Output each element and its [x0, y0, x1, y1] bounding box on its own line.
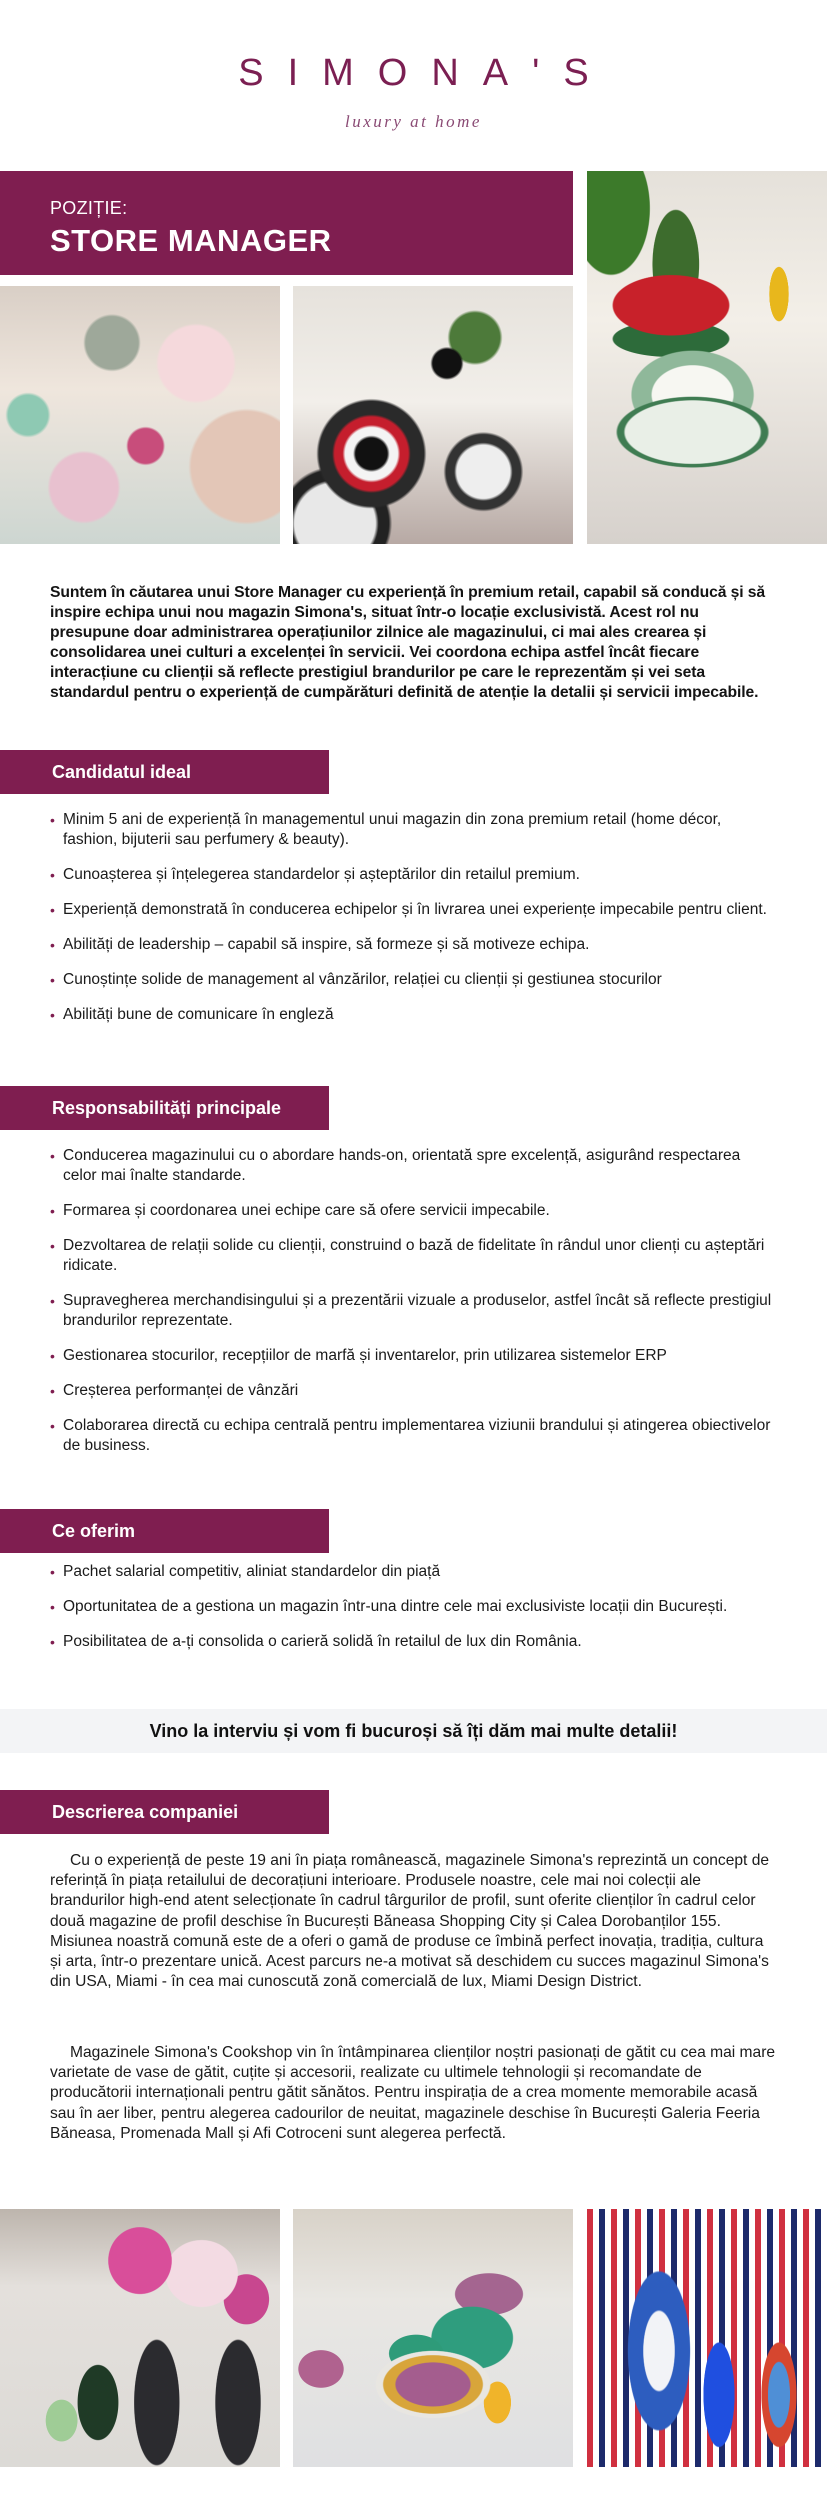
brand-logo [0, 0, 827, 150]
list-item: • Oportunitatea de a gestiona un magazin într-una dintre cele mai exclusiviste locații din București. [50, 1597, 775, 1617]
list-item: • Minim 5 ani de experiență în managementul unui magazin din zona premium retail (home décor, fashion, bijuterii sau perfumery & beauty). [50, 810, 775, 850]
list-item: • Pachet salarial competitiv, aliniat standardelor din piață [50, 1562, 775, 1582]
company-paragraph: Magazinele Simona's Cookshop vin în întâmpinarea clienților noștri pasionați de gătit cu cea mai mare varietate de vase de gătit, cuțite și accesorii, realizate cu ultimele tehnologii și recomandate de producătorii internaționali pentru gătit sănătos. Pentru inspirația de a crea momente memorabile acasă sau în aer liber, pentru alegerea cadourilor de neuitat, magazinele deschise în București Galeria Feeria Băneasa, Promenada Mall și Afi Cotroceni sunt alegerea perfectă. [50, 2044, 776, 2142]
interview-cta-banner [0, 1709, 827, 1753]
section-header-responsibilities [0, 1086, 329, 1130]
responsibilities-list [50, 1146, 775, 1471]
tableware-display-photo [0, 286, 280, 544]
section-header-company [0, 1790, 329, 1834]
list-item: • Conducerea magazinului cu o abordare hands-on, orientată spre excelență, asigurând respectarea celor mai înalte standarde. [50, 1146, 775, 1186]
section-title: Ce oferim [52, 1521, 136, 1541]
list-item: • Abilități bune de comunicare în engleză [50, 1005, 775, 1025]
list-item: • Posibilitatea de a-ți consolida o carieră solidă în retailul de lux din România. [50, 1632, 775, 1652]
list-item: • Colaborarea directă cu echipa centrală pentru implementarea viziunii brandului și atingerea obiectivelor de business. [50, 1416, 775, 1456]
candidate-list [50, 810, 775, 1040]
offer-list [50, 1562, 775, 1667]
section-title: Candidatul ideal [52, 762, 192, 782]
section-header-candidate [0, 750, 329, 794]
list-item: • Creșterea performanței de vânzări [50, 1381, 775, 1401]
company-paragraph: Cu o experiență de peste 19 ani în piața românească, magazinele Simona's reprezintă un concept de referință în piața retailului de decorațiuni interioare. Produsele noastre, cele mai noi colecții ale brandurilor high-end atent selecționate în cadrul târgurilor de profil, sunt oferite clienților în cadrul celor două magazine de profil deschise în București Băneasa Shopping City și Calea Dorobanților 155. Misiunea noastră comună este de a oferi o gamă de produse ce îmbină perfect inovația, tradiția, cultura și arta, într-o prezentare unică. Acest parcurs ne-a motivat să deschidem cu succes magazinul Simona's din USA, Miami - în cea mai cunoscută zonă comercială de lux, Miami Design District. [50, 1852, 770, 1991]
intro-paragraph: Suntem în căutarea unui Store Manager cu experiență în premium retail, capabil să conducă și să inspire echipa unui nou magazin Simona's, situat într-o locație exclusivistă. Acest rol nu presupune doar administrarea operațiunilor zilnice ale magazinului, ci mai ales crearea și consolidarea unei culturi a excelenței în servicii. Vei coordona echipa astfel încât fiecare interacțiune cu clienții să reflecte prestigiul brandurilor pe care le reprezentăm și vei seta standardul pentru o experiență de cumpărături definită de atenție la detalii și servicii impecabile. [50, 584, 765, 701]
section-title: Responsabilități principale [52, 1098, 282, 1118]
position-kicker: POZIȚIE: [50, 198, 128, 218]
list-item: • Cunoașterea și înțelegerea standardelor și așteptărilor din retailul premium. [50, 865, 775, 885]
flowers-sculptures-photo [0, 2209, 280, 2467]
section-header-offer [0, 1509, 329, 1553]
logo-wordmark: SIMONA'S [238, 52, 613, 94]
list-item: • Cunoștințe solide de management al vânzărilor, relației cu clienții și gestiunea stocurilor [50, 970, 775, 990]
red-bowl-parrot-photo [587, 171, 827, 544]
list-item: • Experiență demonstrată în conducerea echipelor și în livrarea unei experiențe impecabile pentru client. [50, 900, 775, 920]
list-item: • Dezvoltarea de relații solide cu clienții, construind o bază de fidelitate în rândul unor clienți cu așteptări ridicate. [50, 1236, 775, 1276]
list-item: • Formarea și coordonarea unei echipe care să ofere servicii impecabile. [50, 1201, 775, 1221]
logo-tagline: luxury at home [345, 112, 482, 131]
colorful-tableware-photo [293, 2209, 573, 2467]
cta-text: Vino la interviu și vom fi bucuroși să îți dăm mai multe detalii! [149, 1721, 678, 1741]
section-title: Descrierea companiei [52, 1802, 239, 1822]
black-white-porcelain-photo [293, 286, 573, 544]
position-title-bar [0, 171, 573, 275]
art-figurines-photo [587, 2209, 827, 2467]
list-item: • Gestionarea stocurilor, recepțiilor de marfă și inventarelor, prin utilizarea sistemelor ERP [50, 1346, 775, 1366]
position-title: STORE MANAGER [50, 223, 332, 258]
list-item: • Supravegherea merchandisingului și a prezentării vizuale a produselor, astfel încât să reflecte prestigiul brandurilor reprezentate. [50, 1291, 775, 1331]
list-item: • Abilități de leadership – capabil să inspire, să formeze și să motiveze echipa. [50, 935, 775, 955]
